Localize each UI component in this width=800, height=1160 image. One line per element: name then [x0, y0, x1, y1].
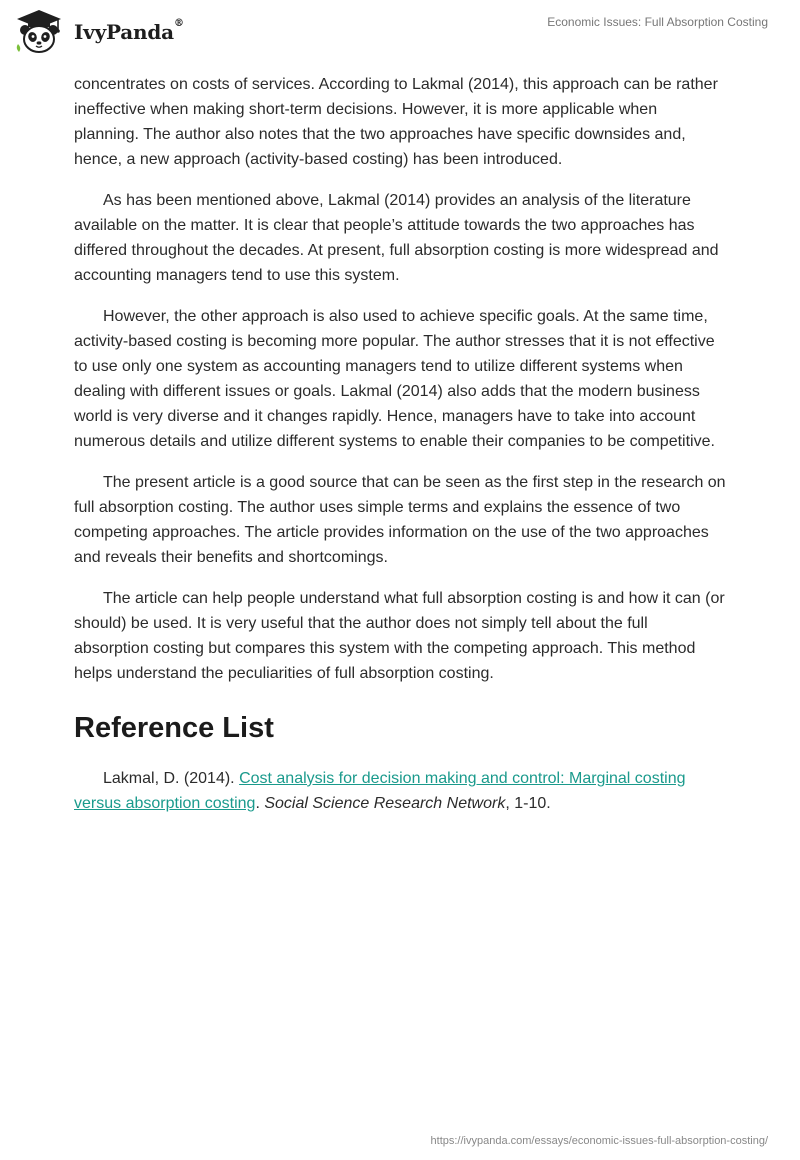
reference-list-heading: Reference List	[74, 712, 274, 744]
reference-link[interactable]: Cost analysis for decision making and control: Marginal costing versus absorption costing	[74, 770, 686, 812]
paragraph-2: As has been mentioned above, Lakmal (2014) provides an analysis of the literature available on the matter. It is clear that people’s attitude towards the two approaches has differed throughout the decades. At present, full absorption costing is more widespread and accounting managers tend to use this system.	[74, 192, 719, 284]
page-header	[0, 0, 800, 60]
brand-name-text: IvyPanda	[74, 20, 174, 44]
ivypanda-logo[interactable]	[14, 8, 184, 54]
document-title: Economic Issues: Full Absorption Costing	[547, 15, 768, 29]
reference-separator: .	[255, 795, 265, 812]
reference-author-year: Lakmal, D. (2014).	[103, 770, 240, 787]
paragraph-5: The article can help people understand what full absorption costing is and how it can (or should) be used. It is very useful that the author does not simply tell about the full absorption costing but compares this system with the competing approach. This method helps understand the peculiarities of full absorption costing.	[74, 590, 725, 682]
reference-source: Social Science Research Network	[264, 795, 506, 812]
footer-url[interactable]: https://ivypanda.com/essays/economic-issues-full-absorption-costing/	[430, 1135, 768, 1147]
brand-name	[74, 20, 184, 44]
registered-mark: ®	[173, 18, 184, 29]
essay-content	[74, 72, 726, 816]
panda-graduate-icon	[14, 8, 64, 54]
reference-pages: , 1-10.	[505, 795, 551, 812]
paragraph-4: The present article is a good source that can be seen as the first step in the research on full absorption costing. The author uses simple terms and explains the essence of two competing approaches. The article provides information on the use of the two approaches and reveals their benefits and shortcomings.	[74, 474, 726, 566]
reference-entry	[74, 766, 726, 816]
paragraph-3: However, the other approach is also used to achieve specific goals. At the same time, activity-based costing is becoming more popular. The author stresses that it is not effective to use only one system as accounting managers tend to utilize different systems when dealing with different issues or goals. Lakmal (2014) also adds that the modern business world is very diverse and it changes rapidly. Hence, managers have to take into account numerous details and utilize different systems to enable their companies to be competitive.	[74, 308, 715, 450]
paragraph-1: concentrates on costs of services. According to Lakmal (2014), this approach can be rather ineffective when making short-term decisions. However, it is more applicable when planning. The author also notes that the two approaches have specific downsides and, hence, a new approach (activity-based costing) has been introduced.	[74, 76, 718, 168]
